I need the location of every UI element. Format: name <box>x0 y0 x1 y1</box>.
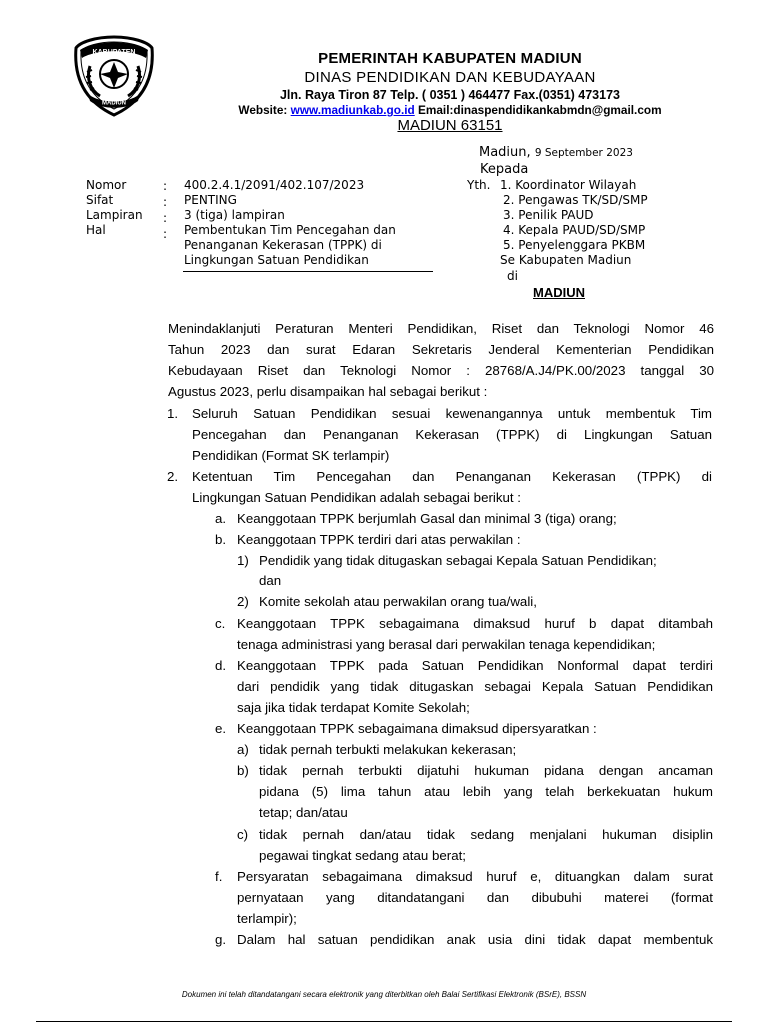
list-item-line: Ketentuan Tim Pencegahan dan Penanganan Kekerasan (TPPK) di <box>192 469 712 484</box>
letter-date: Madiun, 9 September 2023 <box>479 145 633 160</box>
recipient-item: 5. Penyelenggara PKBM <box>503 238 646 252</box>
sub-sublist-line: tidak pernah dan/atau tidak sedang menjalani hukuman disiplin <box>259 827 713 842</box>
meta-value-hal-1: Pembentukan Tim Pencegahan dan <box>184 223 396 237</box>
sub-sublist-line: tidak pernah terbukti melakukan kekerasan; <box>259 742 517 757</box>
recipient-item: 4. Kepala PAUD/SD/SMP <box>503 223 646 237</box>
sub-sublist-number: 1) <box>237 553 249 568</box>
sublist-line: Keanggotaan TPPK pada Satuan Pendidikan Nonformal dapat terdiri <box>237 658 713 673</box>
intro-line: Agustus 2023, perlu disampaikan hal sebagai berikut : <box>168 384 488 399</box>
sublist-line: Dalam hal satuan pendidikan anak usia dini tidak dapat membentuk <box>237 932 713 947</box>
sublist-letter: f. <box>215 869 223 884</box>
sublist-line: pernyataan yang ditandatangani dan dibubuhi materei (format <box>237 890 713 905</box>
recipient-region: Se Kabupaten Madiun <box>500 253 632 267</box>
sub-sublist-number: c) <box>237 827 249 842</box>
footer-divider <box>36 1021 732 1022</box>
sub-sublist-line: pidana (5) lima tahun atau lebih yang telah berkekuatan hukum <box>259 784 713 799</box>
sub-sublist-line: Pendidik yang tidak ditugaskan sebagai Kepala Satuan Pendidikan; <box>259 553 657 568</box>
sublist-line: saja jika tidak terdapat Komite Sekolah; <box>237 700 470 715</box>
list-item-line: Pendidikan (Format SK terlampir) <box>192 448 390 463</box>
contact-line <box>170 103 730 117</box>
meta-value-sifat: PENTING <box>184 193 237 207</box>
meta-label-nomor: Nomor <box>86 178 127 192</box>
sublist-letter: g. <box>215 932 227 947</box>
meta-colon: : <box>163 179 168 193</box>
sublist-line: terlampir); <box>237 911 297 926</box>
recipient-yth: Yth. <box>467 178 491 192</box>
sublist-letter: e. <box>215 721 227 736</box>
recipient-item: 3. Penilik PAUD <box>503 208 594 222</box>
sub-sublist-line: tidak pernah terbukti dijatuhi hukuman pidana dengan ancaman <box>259 763 713 778</box>
e-signature-footer: Dokumen ini telah ditandatangani secara elektronik yang diterbitkan oleh Balai Sertifikasi Elektronik (BSrE), BSSN <box>181 990 587 999</box>
sub-sublist-line: Komite sekolah atau perwakilan orang tua/wali, <box>259 594 537 609</box>
list-number: 1. <box>167 406 179 421</box>
meta-value-hal-2: Penanganan Kekerasan (TPPK) di <box>184 238 382 252</box>
recipient-item: 2. Pengawas TK/SD/SMP <box>503 193 648 207</box>
sublist-letter: b. <box>215 532 227 547</box>
list-number: 2. <box>167 469 179 484</box>
sublist-letter: a. <box>215 511 227 526</box>
sub-sublist-number: b) <box>237 763 249 778</box>
sub-sublist-number: a) <box>237 742 249 757</box>
website-link[interactable]: www.madiunkab.go.id <box>290 103 415 117</box>
meta-label-lampiran: Lampiran <box>86 208 143 222</box>
recipient-di: di <box>507 269 518 283</box>
government-name: PEMERINTAH KABUPATEN MADIUN <box>318 50 582 67</box>
sublist-line: Keanggotaan TPPK terdiri dari atas perwakilan : <box>237 532 521 547</box>
meta-value-hal-3: Lingkungan Satuan Pendidikan <box>184 253 369 267</box>
sub-sublist-line: dan <box>259 573 282 588</box>
meta-colon: : <box>163 211 168 225</box>
agency-name: DINAS PENDIDIKAN DAN KEBUDAYAAN <box>304 69 596 86</box>
meta-label-sifat: Sifat <box>86 193 114 207</box>
list-item-line: Pencegahan dan Penanganan Kekerasan (TPPK) di Lingkungan Satuan <box>192 427 712 442</box>
list-item-line: Lingkungan Satuan Pendidikan adalah sebagai berikut : <box>192 490 521 505</box>
emblem-label-top: KABUPATEN <box>92 49 136 56</box>
recipient-city: MADIUN <box>533 285 585 300</box>
sublist-line: tenaga administrasi yang berasal dari perwakilan tenaga kependidikan; <box>237 637 656 652</box>
kabupaten-madiun-emblem <box>66 34 162 118</box>
email-text: Email:dinaspendidikankabmdn@gmail.com <box>418 103 662 117</box>
sublist-line: dari pendidik yang tidak ditugaskan sebagai Kepala Satuan Pendidikan <box>237 679 713 694</box>
meta-value-lampiran: 3 (tiga) lampiran <box>184 208 285 222</box>
sub-sublist-line: tetap; dan/atau <box>259 805 348 820</box>
meta-colon: : <box>163 195 168 209</box>
meta-colon: : <box>163 227 168 241</box>
sublist-line: Persyaratan sebagaimana dimaksud huruf e, dituangkan dalam surat <box>237 869 713 884</box>
sublist-letter: c. <box>215 616 226 631</box>
intro-line: Kebudayaan Riset dan Teknologi Nomor : 28768/A.J4/PK.00/2023 tanggal 30 <box>168 363 714 378</box>
recipient-item: 1. Koordinator Wilayah <box>500 178 637 192</box>
sublist-line: Keanggotaan TPPK berjumlah Gasal dan minimal 3 (tiga) orang; <box>237 511 617 526</box>
agency-address: Jln. Raya Tiron 87 Telp. ( 0351 ) 464477 Fax.(0351) 473173 <box>279 88 620 102</box>
list-item-line: Seluruh Satuan Pendidikan sesuai kewenangannya untuk membentuk Tim <box>192 406 712 421</box>
meta-label-hal: Hal <box>86 223 106 237</box>
intro-line: Menindaklanjuti Peraturan Menteri Pendidikan, Riset dan Teknologi Nomor 46 <box>168 321 714 336</box>
sublist-letter: d. <box>215 658 227 673</box>
intro-line: Tahun 2023 dan surat Edaran Sekretaris Jenderal Kementerian Pendidikan <box>168 342 714 357</box>
emblem-label-bottom: MADIUN <box>102 100 126 107</box>
sub-sublist-number: 2) <box>237 594 249 609</box>
sublist-line: Keanggotaan TPPK sebagaimana dimaksud huruf b dapat ditambah <box>237 616 713 631</box>
website-label: Website: <box>238 103 288 117</box>
meta-value-nomor: 400.2.4.1/2091/402.107/2023 <box>184 178 365 192</box>
to-label: Kepada <box>480 162 529 177</box>
sub-sublist-line: pegawai tingkat sedang atau berat; <box>259 848 466 863</box>
subject-underline <box>183 271 433 272</box>
sublist-line: Keanggotaan TPPK sebagaimana dimaksud dipersyaratkan : <box>237 721 597 736</box>
city-postcode: MADIUN 63151 <box>397 117 503 134</box>
